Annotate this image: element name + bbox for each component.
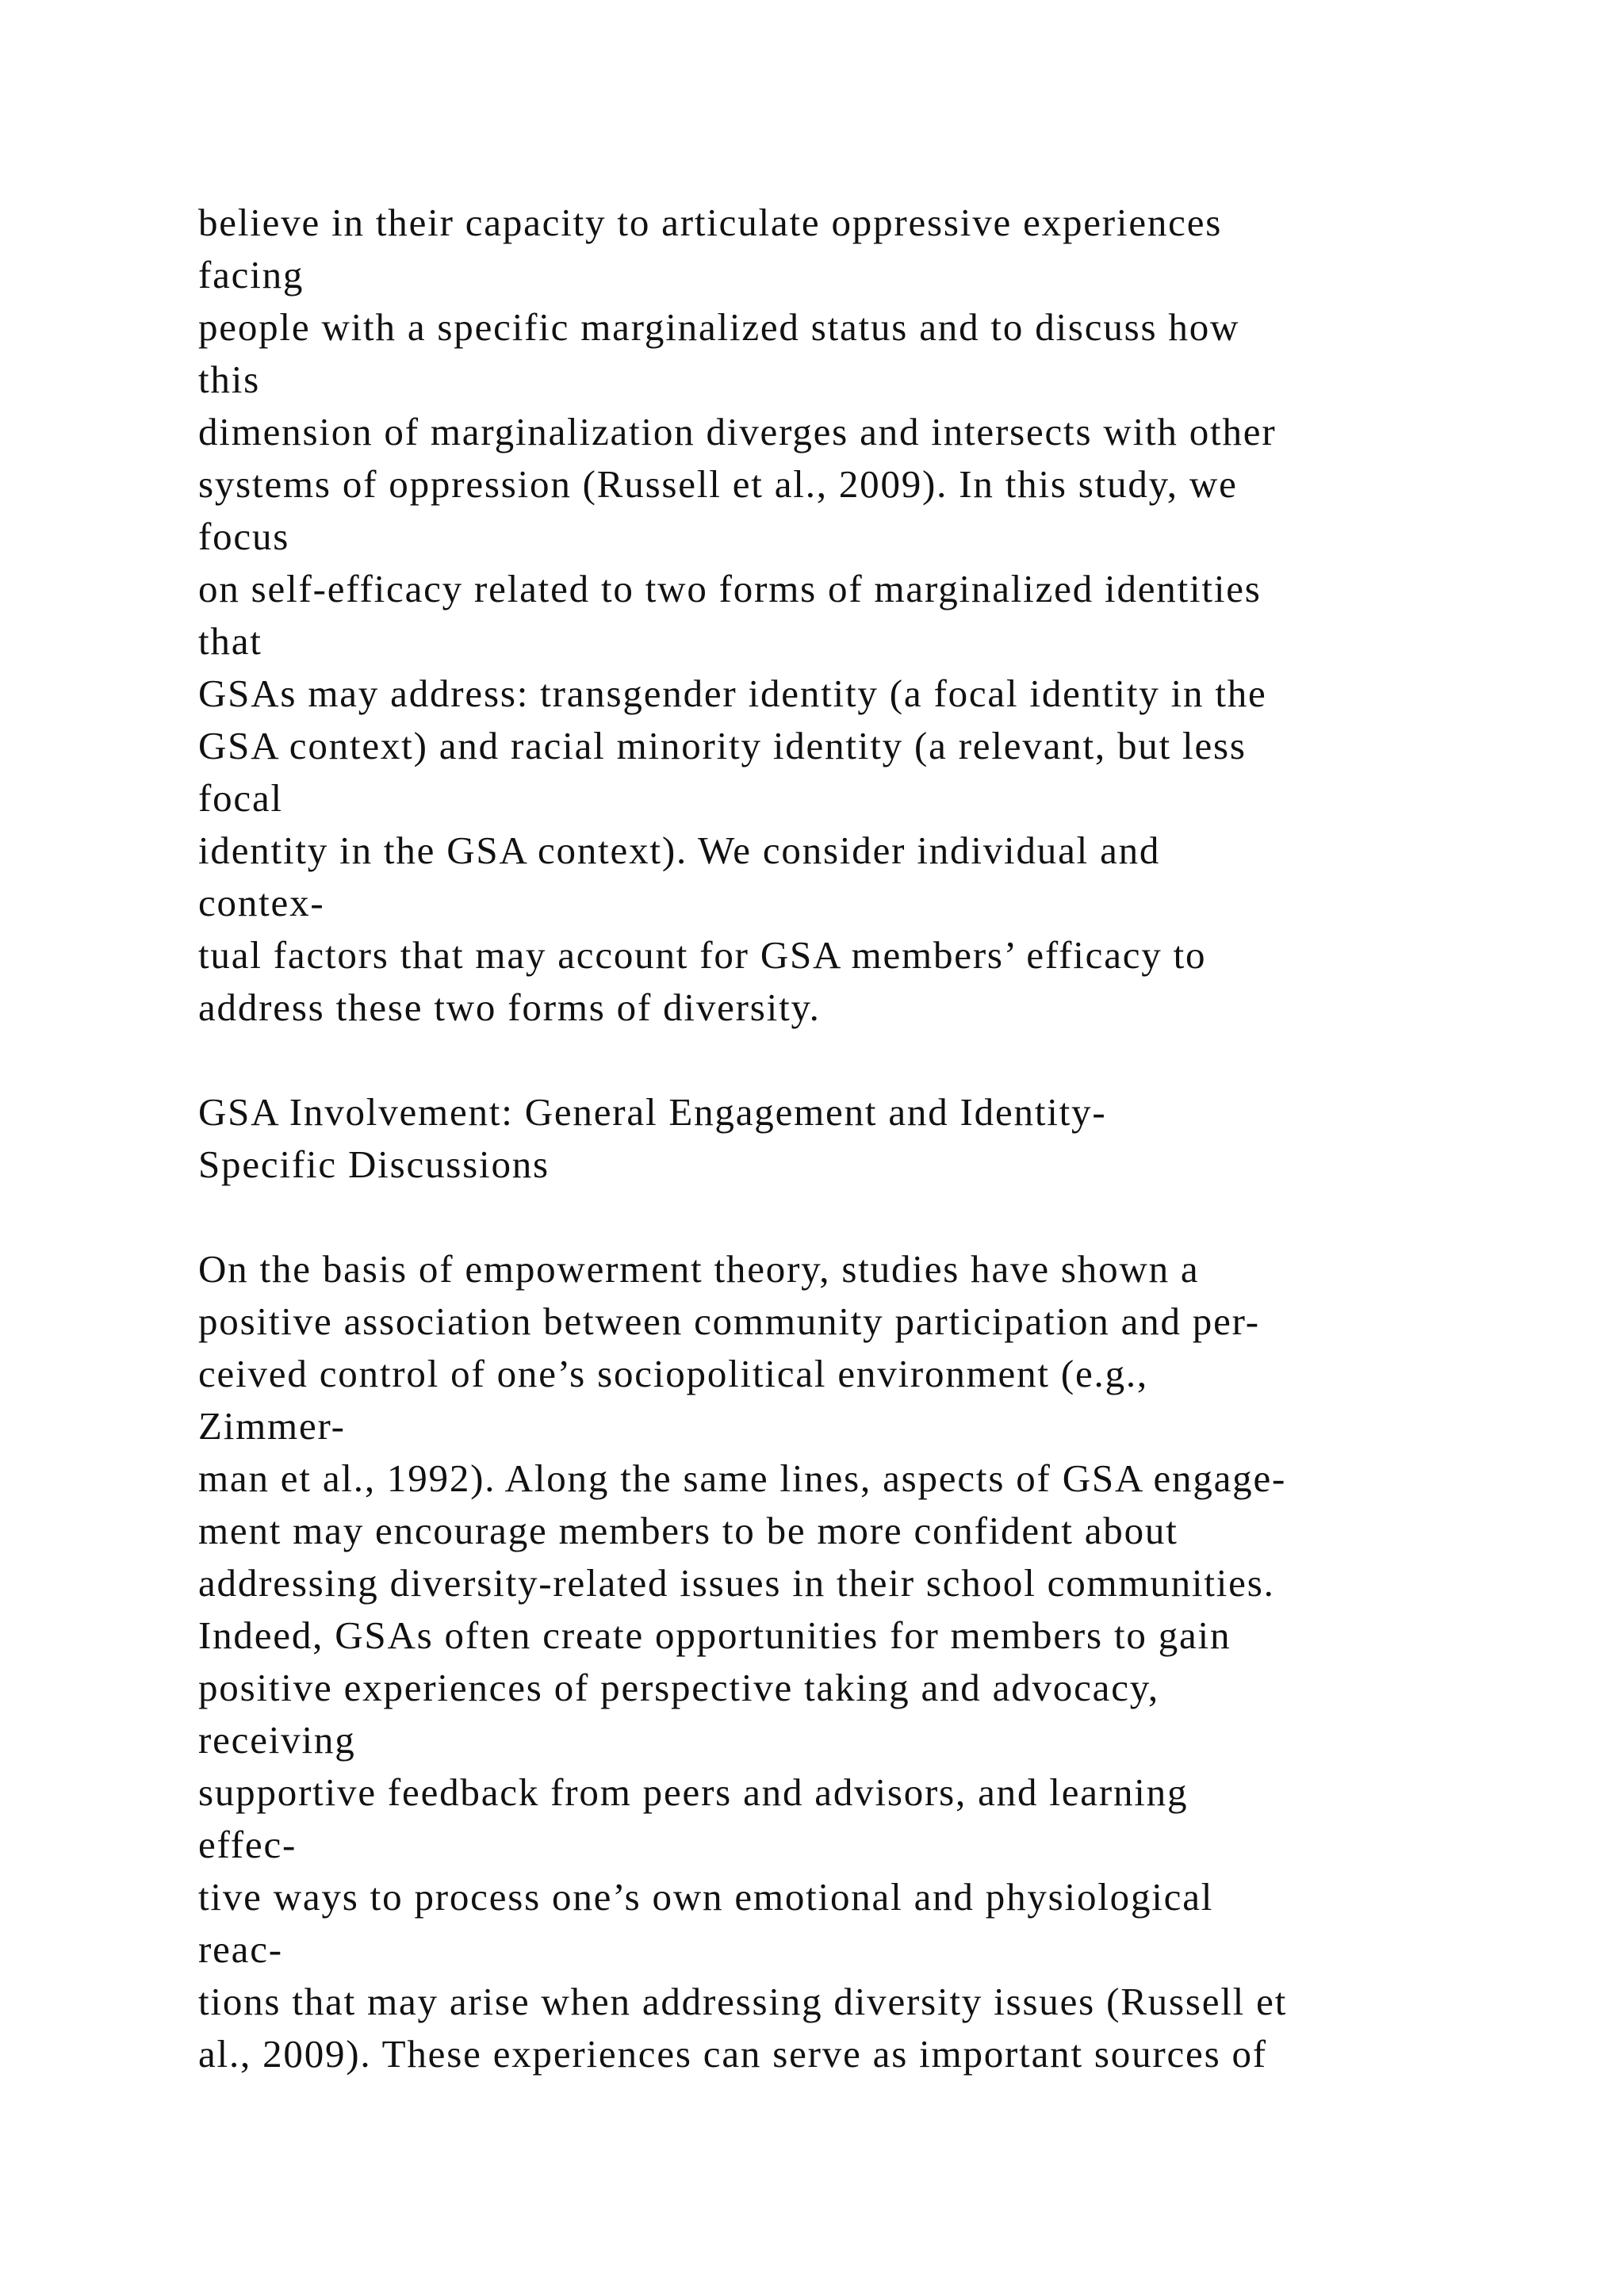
text-line: effec- — [198, 1823, 297, 1866]
document-body — [198, 197, 1562, 2080]
text-line: address these two forms of diversity. — [198, 985, 821, 1029]
paragraph-spacer — [198, 1034, 1562, 1086]
text-line: GSA context) and racial minority identity (a relevant, but less — [198, 724, 1247, 767]
section-heading — [198, 1086, 1562, 1191]
paragraph-spacer — [198, 1191, 1562, 1243]
text-line: man et al., 1992). Along the same lines, aspects of GSA engage- — [198, 1456, 1287, 1500]
text-line: dimension of marginalization diverges and intersects with other — [198, 410, 1277, 453]
text-line: this — [198, 358, 260, 401]
text-line: people with a specific marginalized status and to discuss how — [198, 305, 1240, 349]
text-line: Zimmer- — [198, 1404, 346, 1448]
text-line: systems of oppression (Russell et al., 2009). In this study, we — [198, 462, 1238, 506]
text-line: addressing diversity-related issues in their school communities. — [198, 1561, 1275, 1605]
text-line: On the basis of empowerment theory, studies have shown a — [198, 1247, 1200, 1291]
text-line: tual factors that may account for GSA members’ efficacy to — [198, 933, 1207, 977]
text-line: receiving — [198, 1718, 356, 1762]
text-line: contex- — [198, 881, 325, 924]
text-line: positive association between community participation and per- — [198, 1299, 1260, 1343]
paragraph-2 — [198, 1243, 1562, 2080]
text-line: believe in their capacity to articulate oppressive experiences — [198, 201, 1223, 244]
text-line: ment may encourage members to be more confident about — [198, 1509, 1178, 1552]
paragraph-1 — [198, 197, 1562, 1034]
text-line: tions that may arise when addressing diversity issues (Russell et — [198, 1980, 1288, 2023]
text-line: GSAs may address: transgender identity (a focal identity in the — [198, 672, 1267, 715]
text-line: ceived control of one’s sociopolitical environment (e.g., — [198, 1352, 1148, 1395]
text-line: positive experiences of perspective taking and advocacy, — [198, 1666, 1159, 1709]
text-line: identity in the GSA context). We consider individual and — [198, 828, 1161, 872]
text-line: supportive feedback from peers and advisors, and learning — [198, 1770, 1189, 1814]
text-line: focus — [198, 515, 290, 558]
text-line: on self-efficacy related to two forms of marginalized identities — [198, 567, 1262, 610]
text-line: Indeed, GSAs often create opportunities for members to gain — [198, 1613, 1231, 1657]
text-line: al., 2009). These experiences can serve as important sources of — [198, 2032, 1267, 2076]
text-line: reac- — [198, 1927, 283, 1971]
text-line: tive ways to process one’s own emotional and physiological — [198, 1875, 1214, 1919]
text-line: facing — [198, 253, 304, 297]
text-line: focal — [198, 776, 283, 820]
heading-line: Specific Discussions — [198, 1142, 550, 1186]
text-line: that — [198, 619, 262, 663]
heading-line: GSA Involvement: General Engagement and Identity- — [198, 1090, 1107, 1134]
